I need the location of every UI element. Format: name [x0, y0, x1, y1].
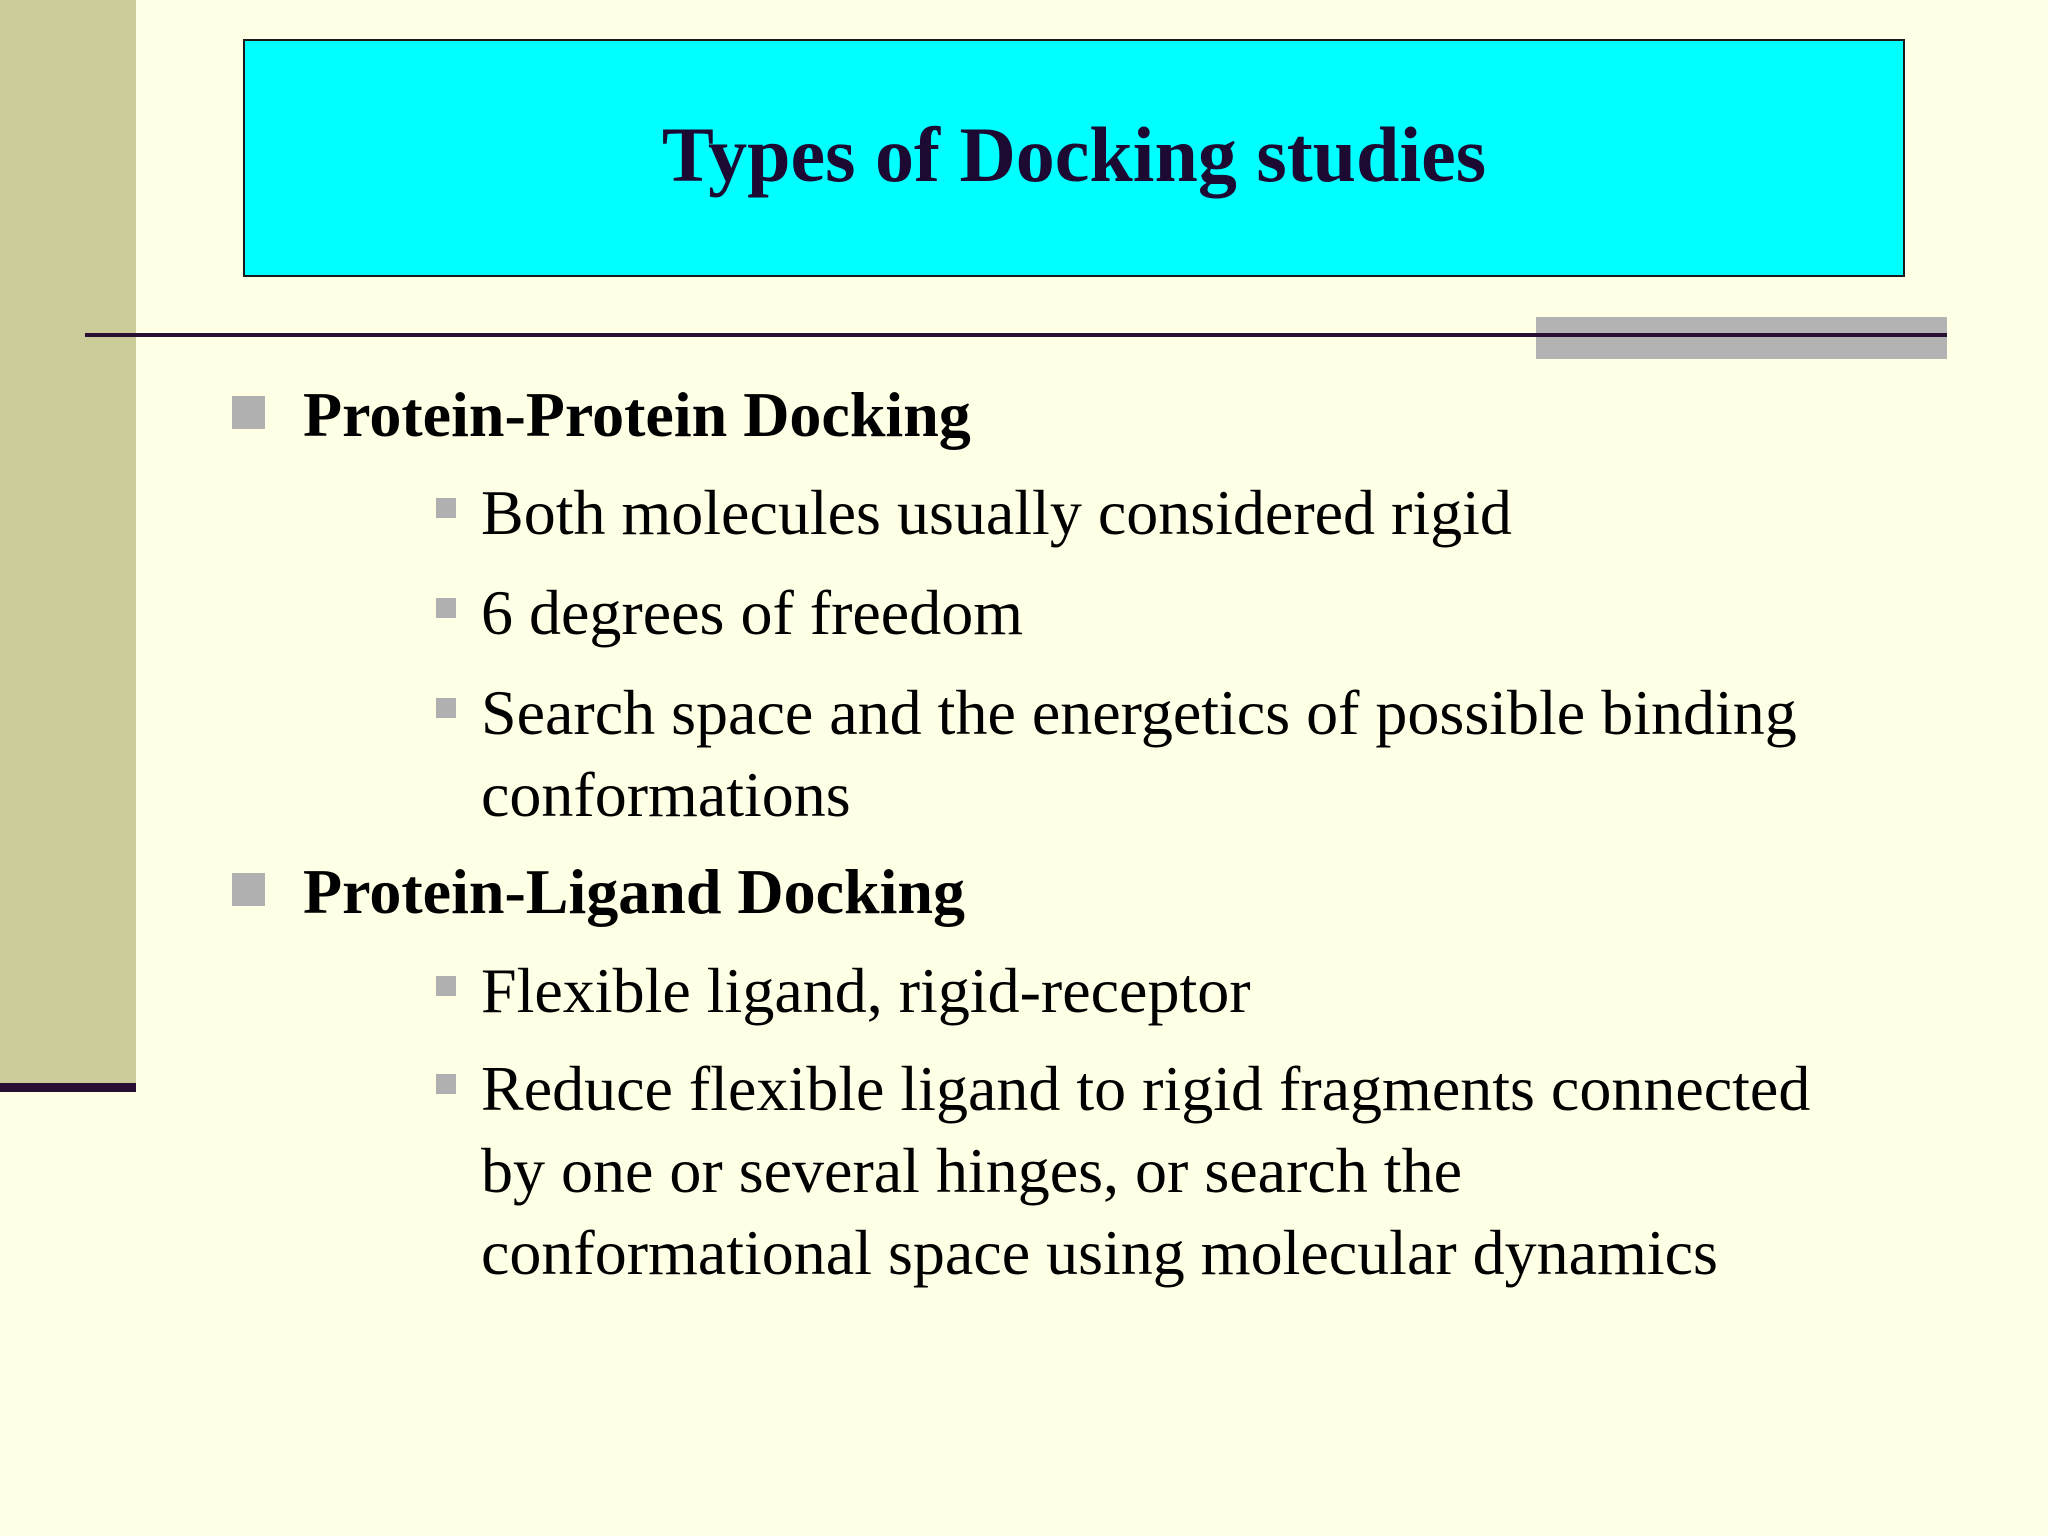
section-heading: Protein-Ligand Docking: [303, 856, 965, 927]
square-bullet-icon: [436, 598, 456, 618]
list-item: Both molecules usually considered rigid: [481, 477, 1512, 548]
square-bullet-icon: [436, 698, 456, 718]
square-bullet-icon: [436, 976, 456, 996]
list-item: 6 degrees of freedom: [481, 577, 1023, 648]
section-heading: Protein-Protein Docking: [303, 379, 971, 450]
square-bullet-icon: [232, 396, 265, 429]
list-item: Flexible ligand, rigid-receptor: [481, 955, 1251, 1026]
list-item: Reduce flexible ligand to rigid fragments connected: [481, 1053, 1811, 1124]
square-bullet-icon: [436, 498, 456, 518]
square-bullet-icon: [232, 873, 265, 906]
slide-title: Types of Docking studies: [661, 111, 1487, 198]
list-item-continuation: by one or several hinges, or search the: [481, 1135, 1462, 1206]
list-item-continuation: conformational space using molecular dynamics: [481, 1217, 1718, 1288]
square-bullet-icon: [436, 1074, 456, 1094]
list-item: Search space and the energetics of possible binding: [481, 677, 1797, 748]
list-item-continuation: conformations: [481, 759, 851, 830]
